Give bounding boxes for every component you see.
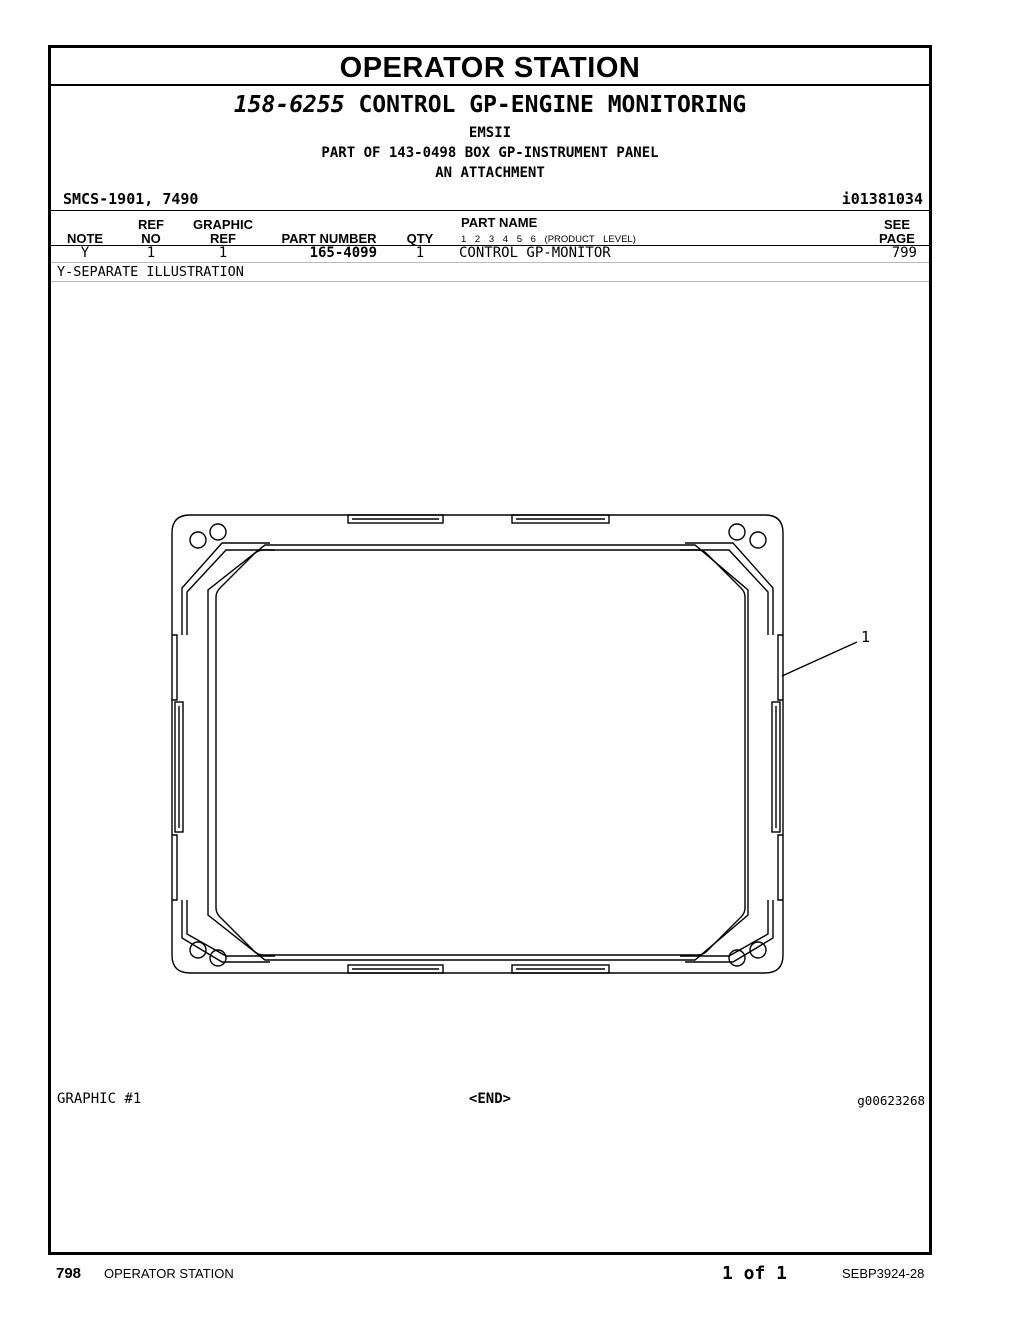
mounting-hole-tl-2 [210, 524, 226, 540]
group-title [51, 92, 929, 118]
header-qty: QTY [406, 231, 434, 246]
flange-top-right [685, 543, 773, 635]
cell-qty: 1 [415, 245, 425, 261]
header-see-top: SEE [883, 217, 910, 232]
header-note: NOTE [66, 231, 104, 246]
section-title: OPERATOR STATION [51, 48, 929, 86]
header-graphic-top: GRAPHIC [193, 217, 253, 232]
mounting-hole-tr-2 [750, 532, 766, 548]
group-number: 158-6255 [233, 92, 345, 118]
doc-id: SEBP3924-28 [842, 1266, 925, 1281]
row-divider [51, 281, 929, 282]
flange-line [680, 900, 768, 956]
page-number: 798 [56, 1265, 82, 1282]
cell-part-number: 165-4099 [309, 245, 377, 261]
mounting-hole-tl-1 [190, 532, 206, 548]
footer-section: OPERATOR STATION [104, 1266, 234, 1281]
smcs-code: SMCS-1901, 7490 [63, 190, 199, 208]
header-part-number: PART NUMBER [281, 231, 377, 246]
divider [51, 210, 929, 211]
notch-right-upper [778, 635, 783, 700]
note-line: Y-SEPARATE ILLUSTRATION [57, 264, 244, 280]
end-marker: <END> [468, 1091, 512, 1107]
cell-graphic-ref: 1 [218, 245, 228, 261]
header-graphic-bottom: REF [210, 231, 236, 246]
graphic-id: g00623268 [857, 1093, 925, 1108]
notch-right-lower [778, 835, 783, 900]
group-name: CONTROL GP-ENGINE MONITORING [358, 92, 747, 118]
mounting-hole-tr-1 [729, 524, 745, 540]
header-graphic-ref [183, 218, 263, 246]
notch-left-upper [172, 635, 177, 700]
pagination: 1 of 1 [722, 1263, 788, 1284]
header-ref-top: REF [138, 217, 164, 232]
flange-line [187, 550, 275, 635]
illustration-id: i01381034 [841, 190, 923, 208]
header-product-levels: 1 2 3 4 5 6 (PRODUCT LEVEL) [461, 234, 636, 245]
cell-see-page: 799 [891, 245, 917, 261]
graphic-label: GRAPHIC #1 [57, 1091, 142, 1107]
flange-top-left [182, 543, 270, 635]
notch-left-lower [172, 835, 177, 900]
header-ref-bottom: NO [141, 231, 161, 246]
monitor-frame-illustration [120, 460, 871, 985]
cell-ref-no: 1 [146, 245, 156, 261]
header-see-bottom: PAGE [879, 231, 915, 246]
group-subtitle-1: EMSII [468, 125, 512, 141]
group-subtitle-3: AN ATTACHMENT [435, 165, 545, 181]
outer-frame [172, 515, 783, 973]
header-ref-no [129, 218, 173, 246]
group-subtitle-2: PART OF 143-0498 BOX GP-INSTRUMENT PANEL [321, 145, 659, 161]
flange-line [680, 550, 768, 635]
header-part-name: PART NAME [461, 215, 538, 230]
row-divider [51, 262, 929, 263]
callout-label: 1 [861, 628, 871, 646]
mounting-hole-br-1 [729, 950, 745, 966]
cell-note: Y [80, 245, 90, 261]
cell-part-name: CONTROL GP-MONITOR [459, 245, 611, 261]
inner-bezel [208, 545, 748, 960]
mounting-hole-bl-1 [190, 942, 206, 958]
screen-opening [216, 550, 745, 955]
mounting-hole-bl-2 [210, 950, 226, 966]
header-see-page [865, 218, 929, 246]
